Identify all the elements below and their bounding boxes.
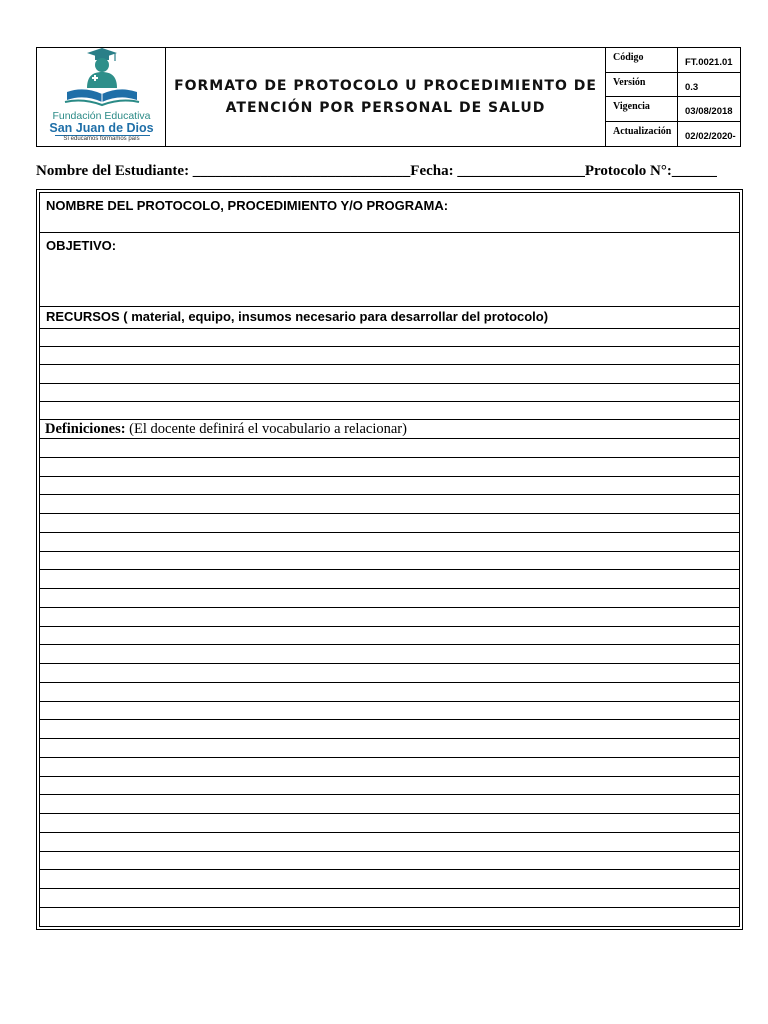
- document-meta-table: [606, 48, 740, 146]
- resource-blank-line[interactable]: [40, 329, 739, 347]
- definition-blank-line[interactable]: [40, 514, 739, 533]
- resource-blank-line[interactable]: [40, 402, 739, 420]
- institution-logo-icon: [59, 48, 145, 110]
- definition-blank-line[interactable]: [40, 458, 739, 477]
- definition-blank-line[interactable]: [40, 702, 739, 721]
- objective-row[interactable]: [40, 233, 739, 307]
- definition-blank-line[interactable]: [40, 814, 739, 833]
- meta-label: Versión: [606, 73, 678, 97]
- definition-blank-line[interactable]: [40, 795, 739, 814]
- definition-blank-line[interactable]: [40, 777, 739, 796]
- meta-value: FT.0021.01: [685, 57, 733, 68]
- definition-blank-line[interactable]: [40, 908, 739, 927]
- definitions-label-bold: Definiciones:: [45, 421, 126, 437]
- logo-text-name: San Juan de Dios: [49, 121, 154, 135]
- logo-text-foundation: Fundación Educativa: [52, 110, 151, 122]
- protocol-name-label: NOMBRE DEL PROTOCOLO, PROCEDIMIENTO Y/O PROGRAMA:: [46, 198, 449, 213]
- meta-label: Actualización: [606, 122, 678, 147]
- definition-blank-line[interactable]: [40, 627, 739, 646]
- definition-blank-line[interactable]: [40, 852, 739, 871]
- definition-blank-line[interactable]: [40, 833, 739, 852]
- meta-value: 03/08/2018: [685, 106, 733, 117]
- definition-blank-line[interactable]: [40, 758, 739, 777]
- student-info-line: Nombre del Estudiante: _____________________________Fecha: _________________Protocolo N°:______: [36, 163, 717, 179]
- definition-blank-line[interactable]: [40, 889, 739, 908]
- definition-blank-line[interactable]: [40, 720, 739, 739]
- logo-tagline: Sí educamos formamos país: [63, 136, 140, 142]
- definition-blank-line[interactable]: [40, 608, 739, 627]
- definition-blank-line[interactable]: [40, 683, 739, 702]
- definition-blank-line[interactable]: [40, 439, 739, 458]
- meta-value: 0.3: [685, 81, 699, 93]
- meta-row-version: [606, 73, 740, 98]
- resource-blank-line[interactable]: [40, 365, 739, 383]
- title-line-2: ATENCIÓN POR PERSONAL DE SALUD: [225, 100, 546, 116]
- definition-blank-line[interactable]: [40, 552, 739, 571]
- definition-blank-line[interactable]: [40, 589, 739, 608]
- meta-row-update: [606, 122, 740, 147]
- definition-blank-line[interactable]: [40, 533, 739, 552]
- definition-blank-line[interactable]: [40, 495, 739, 514]
- protocol-name-row[interactable]: [40, 193, 739, 233]
- definition-blank-line[interactable]: [40, 664, 739, 683]
- resources-header-row: [40, 307, 739, 329]
- resource-blank-line[interactable]: [40, 384, 739, 402]
- meta-value: 02/02/2020-: [685, 130, 736, 142]
- definition-blank-line[interactable]: [40, 645, 739, 664]
- definition-blank-line[interactable]: [40, 477, 739, 496]
- protocol-form-inner: [39, 192, 740, 927]
- meta-label: Vigencia: [606, 97, 678, 121]
- resources-label: RECURSOS ( material, equipo, insumos necesario para desarrollar del protocolo): [46, 309, 549, 324]
- logo-cell: [37, 48, 166, 146]
- definition-blank-line[interactable]: [40, 739, 739, 758]
- definition-blank-line[interactable]: [40, 870, 739, 889]
- definitions-header-row: [40, 420, 739, 439]
- title-line-1: FORMATO DE PROTOCOLO U PROCEDIMIENTO DE: [174, 78, 597, 94]
- resource-blank-line[interactable]: [40, 347, 739, 365]
- objective-label: OBJETIVO:: [46, 238, 117, 253]
- protocol-form: [36, 189, 743, 930]
- definitions-label: [40, 420, 739, 438]
- meta-row-validity: [606, 97, 740, 122]
- meta-label: Código: [606, 48, 678, 72]
- document-header: [36, 47, 741, 147]
- document-title: [166, 48, 606, 146]
- definitions-label-note: (El docente definirá el vocabulario a relacionar): [125, 421, 407, 437]
- meta-row-code: [606, 48, 740, 73]
- definition-blank-line[interactable]: [40, 570, 739, 589]
